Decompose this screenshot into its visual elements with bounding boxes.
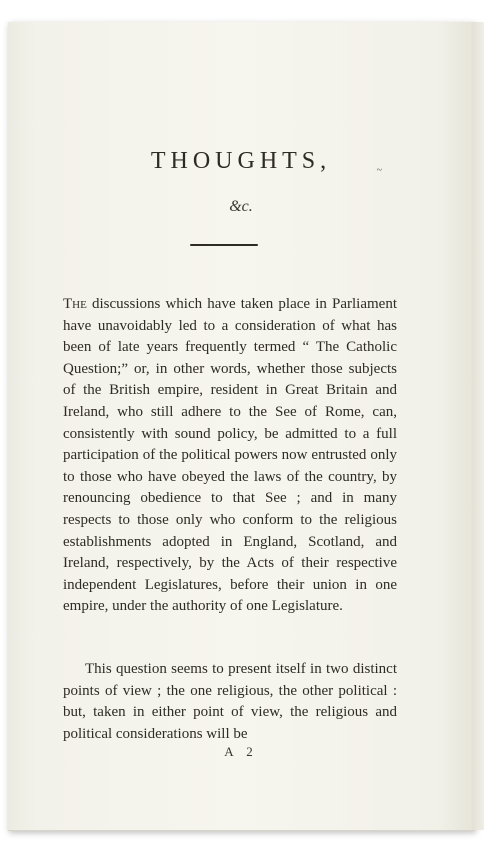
- book-page: [8, 22, 475, 831]
- title-rule-divider: [190, 244, 258, 246]
- paragraph-2: This question seems to present itself in two distinct points of view ; the one religious, the other political : but, taken in either point of view, the religious and political considerations will be: [63, 661, 397, 742]
- subtitle-etc: &c.: [229, 198, 253, 215]
- signature-mark: A 2: [224, 744, 258, 759]
- page-fold: [472, 22, 484, 830]
- paragraph-1-first-word: The: [63, 296, 87, 312]
- paragraph-1-text: discussions which have taken place in Parliament have unavoidably led to a consideration of what has been of late years frequently termed “ The Catholic Question;” or, in other words, whether those subjects of the British empire, resident in Great Britain and Ireland, who still adhere to the See of Rome, can, consistently with sound policy, be admitted to a full participation of the political powers now entrusted only to those who have obeyed the laws of the country, by renouncing obedience to that See ; and in many respects to those only who conform to the religious establishments adopted in England, Scotland, and Ireland, respectively, by the Acts of their respective independent Legislatures, before their union in one empire, under the authority of one Legislature.: [63, 296, 397, 615]
- page-title: THOUGHTS,: [150, 148, 332, 174]
- margin-mark: ~: [376, 165, 382, 176]
- paragraph-1: [63, 294, 397, 618]
